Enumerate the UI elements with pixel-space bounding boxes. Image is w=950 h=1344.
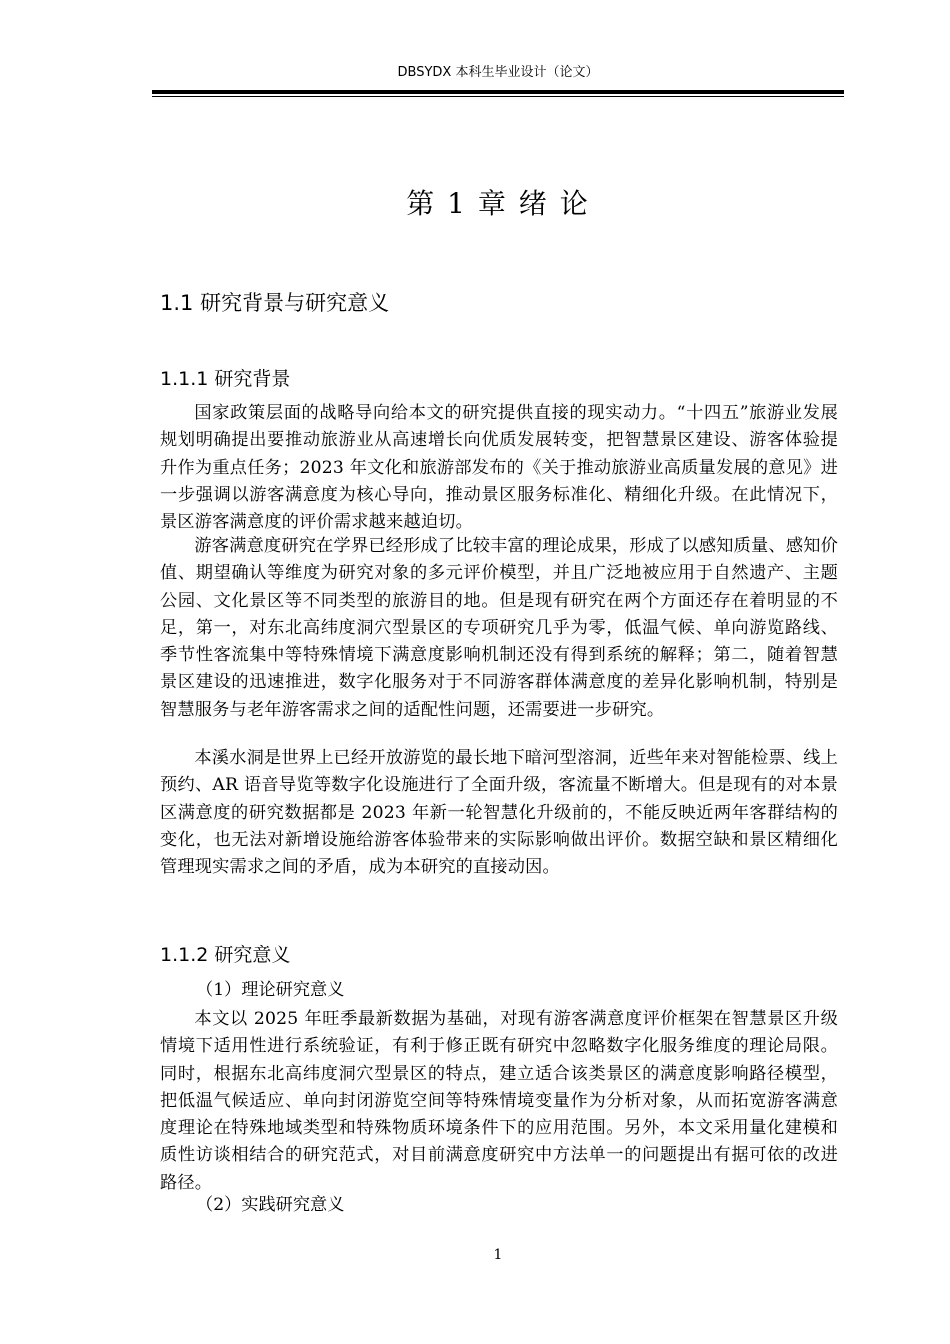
subsection-heading-1-1-2: 1.1.2 研究意义 bbox=[160, 944, 291, 966]
subsection-heading-1-1-1: 1.1.1 研究背景 bbox=[160, 368, 291, 390]
running-header: DBSYDX 本科生毕业设计（论文） bbox=[397, 65, 599, 80]
background-paragraph-1: 国家政策层面的战略导向给本文的研究提供直接的现实动力。“十四五”旅游业发展规划明确提出要推动旅游业从高速增长向优质发展转变，把智慧景区建设、游客体验提升作为重点任务；2023 年文化和旅游部发布的《关于推动旅游业高质量发展的意见》进一步强调以游客满意度为核心导向，推动景区服务标准化、精细化升级。在此情况下，景区游客满意度的评价需求越来越迫切。 bbox=[160, 403, 838, 533]
page-number: 1 bbox=[493, 1247, 503, 1263]
header-rule-thick bbox=[152, 90, 844, 94]
sub-heading-theory: （1）理论研究意义 bbox=[196, 980, 345, 1000]
significance-paragraph: 本文以 2025 年旺季最新数据为基础，对现有游客满意度评价框架在智慧景区升级情境下适用性进行系统验证，有利于修正既有研究中忽略数字化服务维度的理论局限。同时，根据东北高纬度洞穴型景区的特点，建立适合该类景区的满意度影响路径模型，把低温气候适应、单向封闭游览空间等特殊情境变量作为分析对象，从而拓宽游客满意度理论在特殊地域类型和特殊物质环境条件下的应用范围。另外，本文采用量化建模和质性访谈相结合的研究范式，对目前满意度研究中方法单一的问题提出有据可依的改进路径。 bbox=[160, 1009, 838, 1193]
background-paragraph-2: 游客满意度研究在学界已经形成了比较丰富的理论成果，形成了以感知质量、感知价值、期望确认等维度为研究对象的多元评价模型，并且广泛地被应用于自然遗产、主题公园、文化景区等不同类型的旅游目的地。但是现有研究在两个方面还存在着明显的不足，第一，对东北高纬度洞穴型景区的专项研究几乎为零，低温气候、单向游览路线、季节性客流集中等特殊情境下满意度影响机制还没有得到系统的解释；第二，随着智慧景区建设的迅速推进，数字化服务对于不同游客群体满意度的差异化影响机制，特别是智慧服务与老年游客需求之间的适配性问题，还需要进一步研究。 bbox=[160, 536, 838, 720]
section-heading-1-1: 1.1 研究背景与研究意义 bbox=[160, 291, 390, 315]
sub-heading-practice: （2）实践研究意义 bbox=[196, 1195, 345, 1215]
header-rule-thin bbox=[152, 96, 844, 97]
background-paragraph-3: 本溪水洞是世界上已经开放游览的最长地下暗河型溶洞，近些年来对智能检票、线上预约、AR 语音导览等数字化设施进行了全面升级，客流量不断增大。但是现有的对本景区满意度的研究数据都是 2023 年新一轮智慧化升级前的，不能反映近两年客群结构的变化，也无法对新增设施给游客体验带来的实际影响做出评价。数据空缺和景区精细化管理现实需求之间的矛盾，成为本研究的直接动因。 bbox=[160, 748, 838, 878]
chapter-title: 第 1 章 绪 论 bbox=[406, 187, 590, 220]
